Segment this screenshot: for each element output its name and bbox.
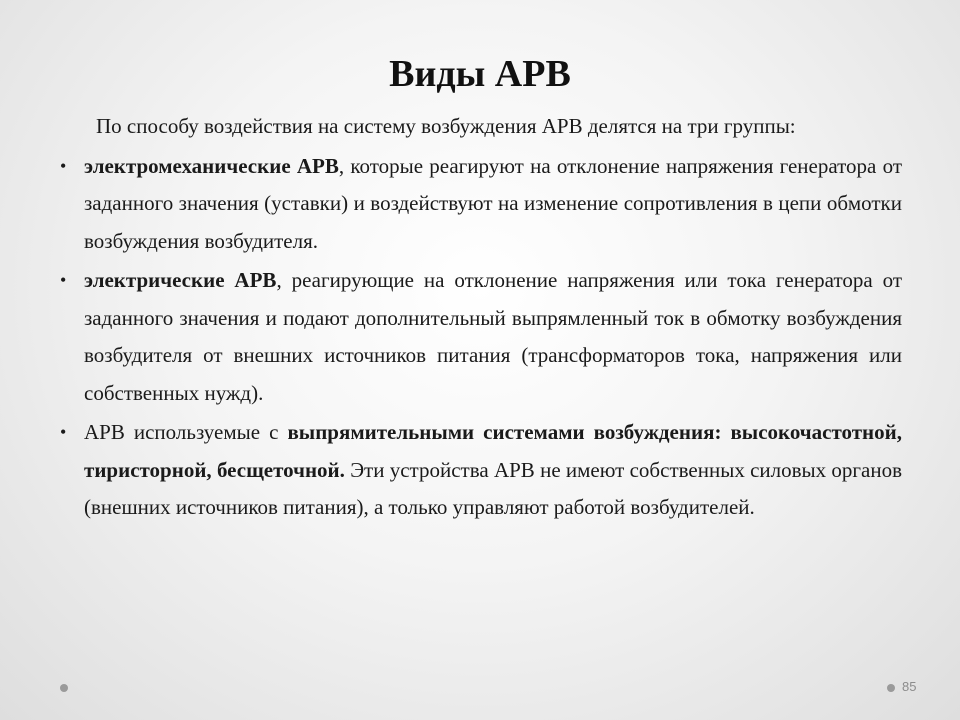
bullet-list: [58, 148, 902, 527]
bullet-dot-icon: •: [60, 270, 67, 290]
bullet-term: электрические АРВ: [84, 268, 277, 292]
intro-paragraph: По способу воздействия на систему возбуждения АРВ делятся на три группы:: [96, 114, 796, 138]
footer-right-dot-icon: [887, 684, 895, 692]
page-number: 85: [902, 679, 917, 694]
slide-body: [58, 108, 902, 527]
slide-title: Виды АРВ: [389, 53, 571, 95]
bullet-prefix: АРВ используемые с: [84, 420, 288, 444]
bullet-item-electromechanical: [58, 148, 902, 261]
footer-left-dot-icon: [60, 684, 68, 692]
bullet-dot-icon: •: [60, 422, 67, 442]
bullet-term: электромеханические АРВ: [84, 153, 339, 178]
bullet-text: Эти устройства АРВ не имеют собственных силовых органов (внешних источников питания), а только управляют работой возбудителей.: [84, 457, 903, 519]
bullet-term: выпрямительными системами возбуждения: высокочастотной, тиристорной, бесщеточной.: [84, 420, 902, 482]
bullet-dot-icon: •: [60, 155, 67, 176]
bullet-item-rectifier: [58, 414, 902, 527]
bullet-text: , реагирующие на отклонение напряжения или тока генератора от заданного значения и подают дополнительный выпрямленный ток в обмотку возбуждения возбудителя от внешних источников питания (трансформаторов тока, напряжения или собственных нужд).: [84, 268, 902, 405]
bullet-item-electrical: [58, 262, 902, 412]
bullet-text: , которые реагируют на отклонение напряжения генератора от заданного значения (уставки) и воздействуют на изменение сопротивления в цепи обмотки возбуждения возбудителя.: [84, 153, 902, 253]
